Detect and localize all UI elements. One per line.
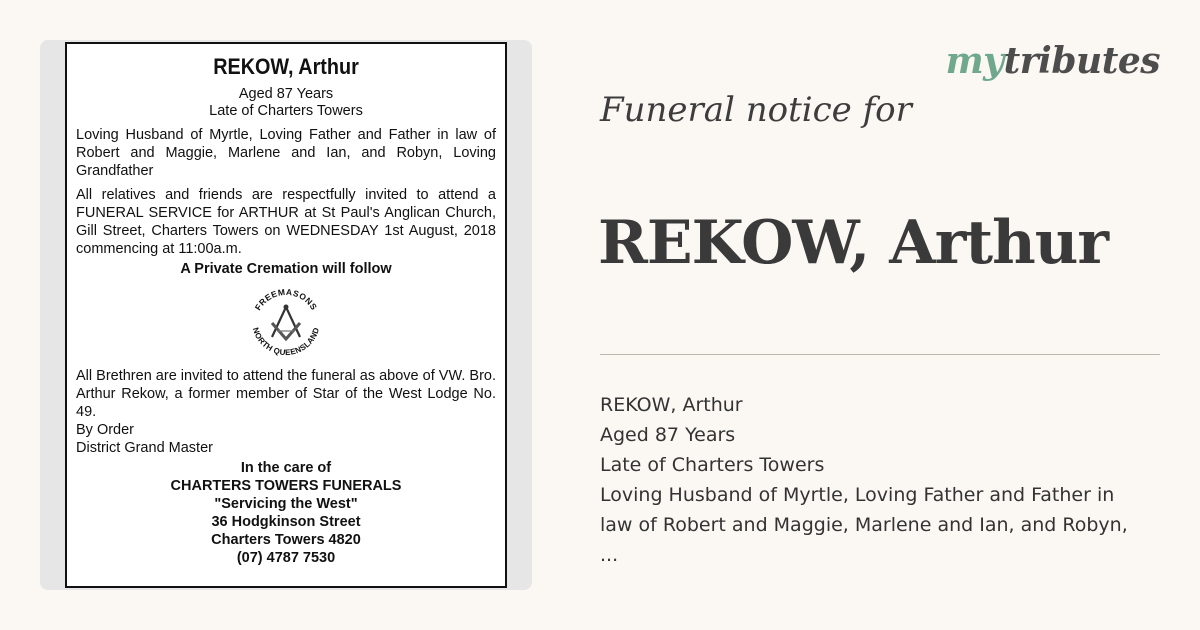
emblem-top-text: FREEMASONS <box>252 286 320 313</box>
notice-grand-master: District Grand Master <box>76 440 213 456</box>
notice-phone: (07) 4787 7530 <box>236 550 336 566</box>
notice-image-frame <box>40 40 532 590</box>
notice-brethren: All Brethren are invited to attend the funeral as above of VW. Bro. Arthur Rekow, a former member of Star of the West Lodge No. 49. <box>76 368 496 420</box>
deceased-name-heading: REKOW, Arthur <box>598 208 1108 278</box>
excerpt-line: law of Robert and Maggie, Marlene and Ian, and Robyn, <box>600 514 1128 536</box>
logo-tributes: tributes <box>1003 40 1160 82</box>
notice-funeral-home: CHARTERS TOWERS FUNERALS <box>170 478 402 494</box>
notice-street: 36 Hodgkinson Street <box>211 514 361 530</box>
page-subtitle: Funeral notice for <box>600 90 912 130</box>
excerpt-ellipsis: ... <box>600 544 619 566</box>
notice-title: REKOW, Arthur <box>213 54 359 79</box>
notice-motto: "Servicing the West" <box>214 496 358 512</box>
excerpt-line: Loving Husband of Myrtle, Loving Father and Father in <box>600 484 1115 506</box>
notice-town: Charters Towers 4820 <box>211 532 361 548</box>
notice-family: Loving Husband of Myrtle, Loving Father and Father in law of Robert and Maggie, Marlene and Ian, and Robyn, Loving Grandfather <box>76 127 496 179</box>
excerpt-line: Aged 87 Years <box>600 424 736 446</box>
notice-care-of: In the care of <box>240 460 332 476</box>
notice-cremation: A Private Cremation will follow <box>180 261 392 277</box>
freemasons-emblem-icon <box>244 281 328 365</box>
mytributes-logo[interactable] <box>946 40 1160 82</box>
emblem-bottom-text: NORTH QUEENSLAND <box>250 326 322 358</box>
notice-excerpt <box>600 390 1165 570</box>
notice-age: Aged 87 Years <box>238 86 334 102</box>
notice-service: All relatives and friends are respectfully invited to attend a FUNERAL SERVICE for ARTHUR at St Paul's Anglican Church, Gill Street, Charters Towers on WEDNESDAY 1st August, 2018 commencing at 11:00a.m. <box>76 187 496 257</box>
notice-late-of: Late of Charters Towers <box>209 103 363 119</box>
logo-my: my <box>945 40 1004 82</box>
excerpt-line: REKOW, Arthur <box>600 394 743 416</box>
notice-by-order: By Order <box>76 422 135 438</box>
funeral-notice-clipping <box>65 42 507 588</box>
excerpt-line: Late of Charters Towers <box>600 454 825 476</box>
divider-line <box>600 354 1160 355</box>
